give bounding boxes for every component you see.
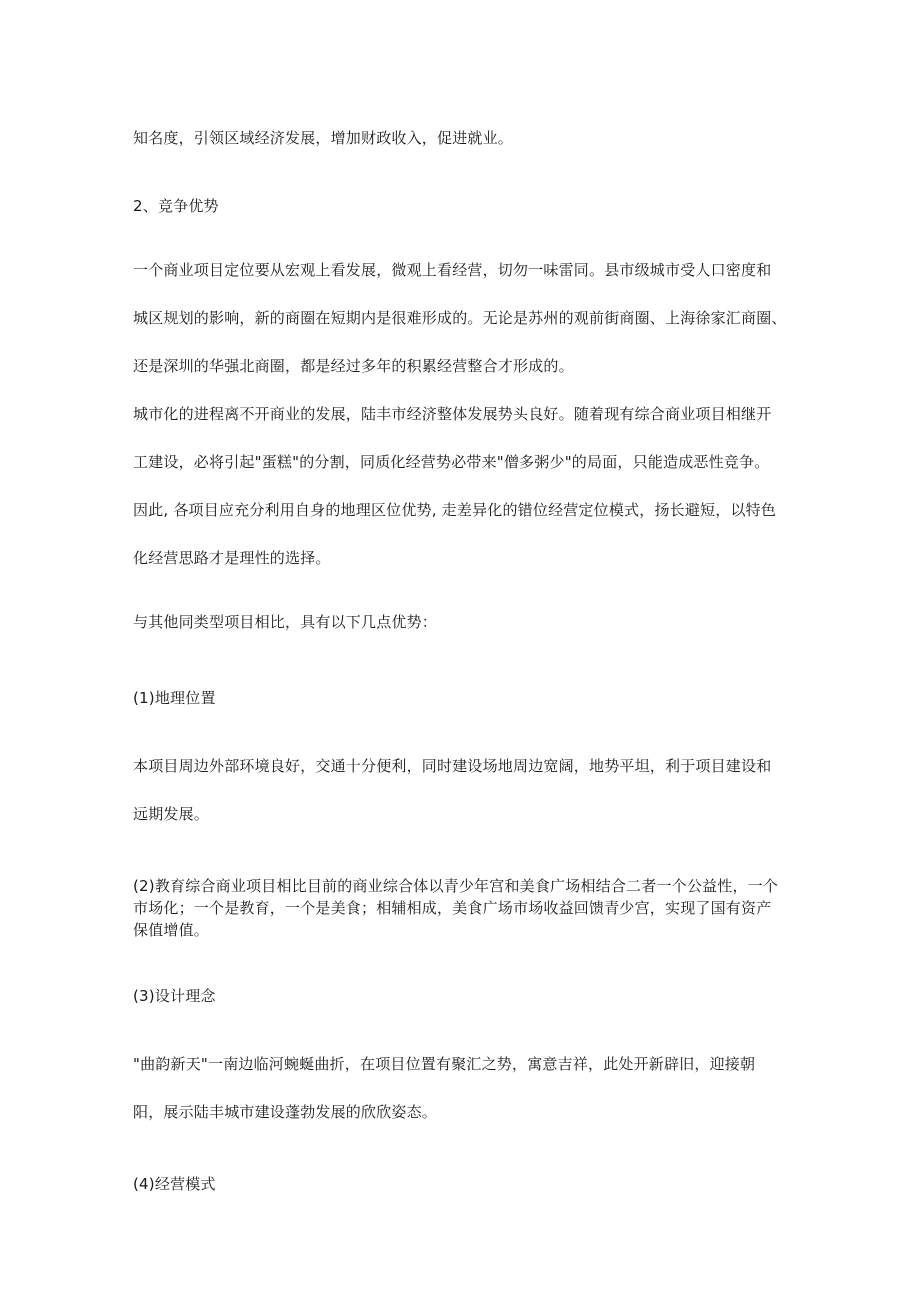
paragraph-line: 保值增值。	[133, 921, 210, 939]
paragraph-line: 工建设，必将引起"蛋糕"的分割，同质化经营势必带来"僧多粥少"的局面，只能造成恶性竞争。	[133, 453, 770, 471]
paragraph-line: 市场化；一个是教育，一个是美食；相辅相成，美食广场市场收益回馈青少宫，实现了国有资产	[133, 899, 772, 917]
paragraph-line: 本项目周边外部环境良好，交通十分便利，同时建设场地周边宽阔，地势平坦，利于项目建设和	[133, 757, 772, 775]
paragraph-line: 一个商业项目定位要从宏观上看发展，微观上看经营，切勿一味雷同。县市级城市受人口密度和	[133, 261, 772, 279]
paragraph-line: 远期发展。	[133, 805, 210, 823]
paragraph-line: 因此, 各项目应充分利用自身的地理区位优势, 走差异化的错位经营定位模式，扬长避短，以特色	[133, 501, 777, 519]
paragraph-line: 知名度，引领区域经济发展，增加财政收入，促进就业。	[133, 129, 514, 147]
subsection-heading: (4)经营模式	[133, 1175, 216, 1193]
paragraph-line: 城市化的进程离不开商业的发展，陆丰市经济整体发展势头良好。随着现有综合商业项目相继开	[133, 405, 772, 423]
subsection-heading: (1)地理位置	[133, 689, 216, 707]
paragraph-line: "曲韵新天"一南边临河蜿蜒曲折，在项目位置有聚汇之势，寓意吉祥，此处开新辟旧，迎接朝	[133, 1055, 756, 1073]
paragraph-line: 城区规划的影响，新的商圈在短期内是很难形成的。无论是苏州的观前街商圈、上海徐家汇商圈、	[133, 309, 787, 327]
paragraph-line: 还是深圳的华强北商圈，都是经过多年的积累经营整合才形成的。	[133, 357, 574, 375]
paragraph-line: 阳，展示陆丰城市建设蓬勃发展的欣欣姿态。	[133, 1103, 438, 1121]
subsection-heading: (3)设计理念	[133, 987, 216, 1005]
paragraph-line: (2)教育综合商业项目相比目前的商业综合体以青少年宫和美食广场相结合二者一个公益性，一个	[133, 877, 779, 895]
paragraph-line: 与其他同类型项目相比，具有以下几点优势：	[133, 613, 438, 631]
section-heading: 2、竞争优势	[133, 197, 219, 215]
paragraph-line: 化经营思路才是理性的选择。	[133, 549, 331, 567]
